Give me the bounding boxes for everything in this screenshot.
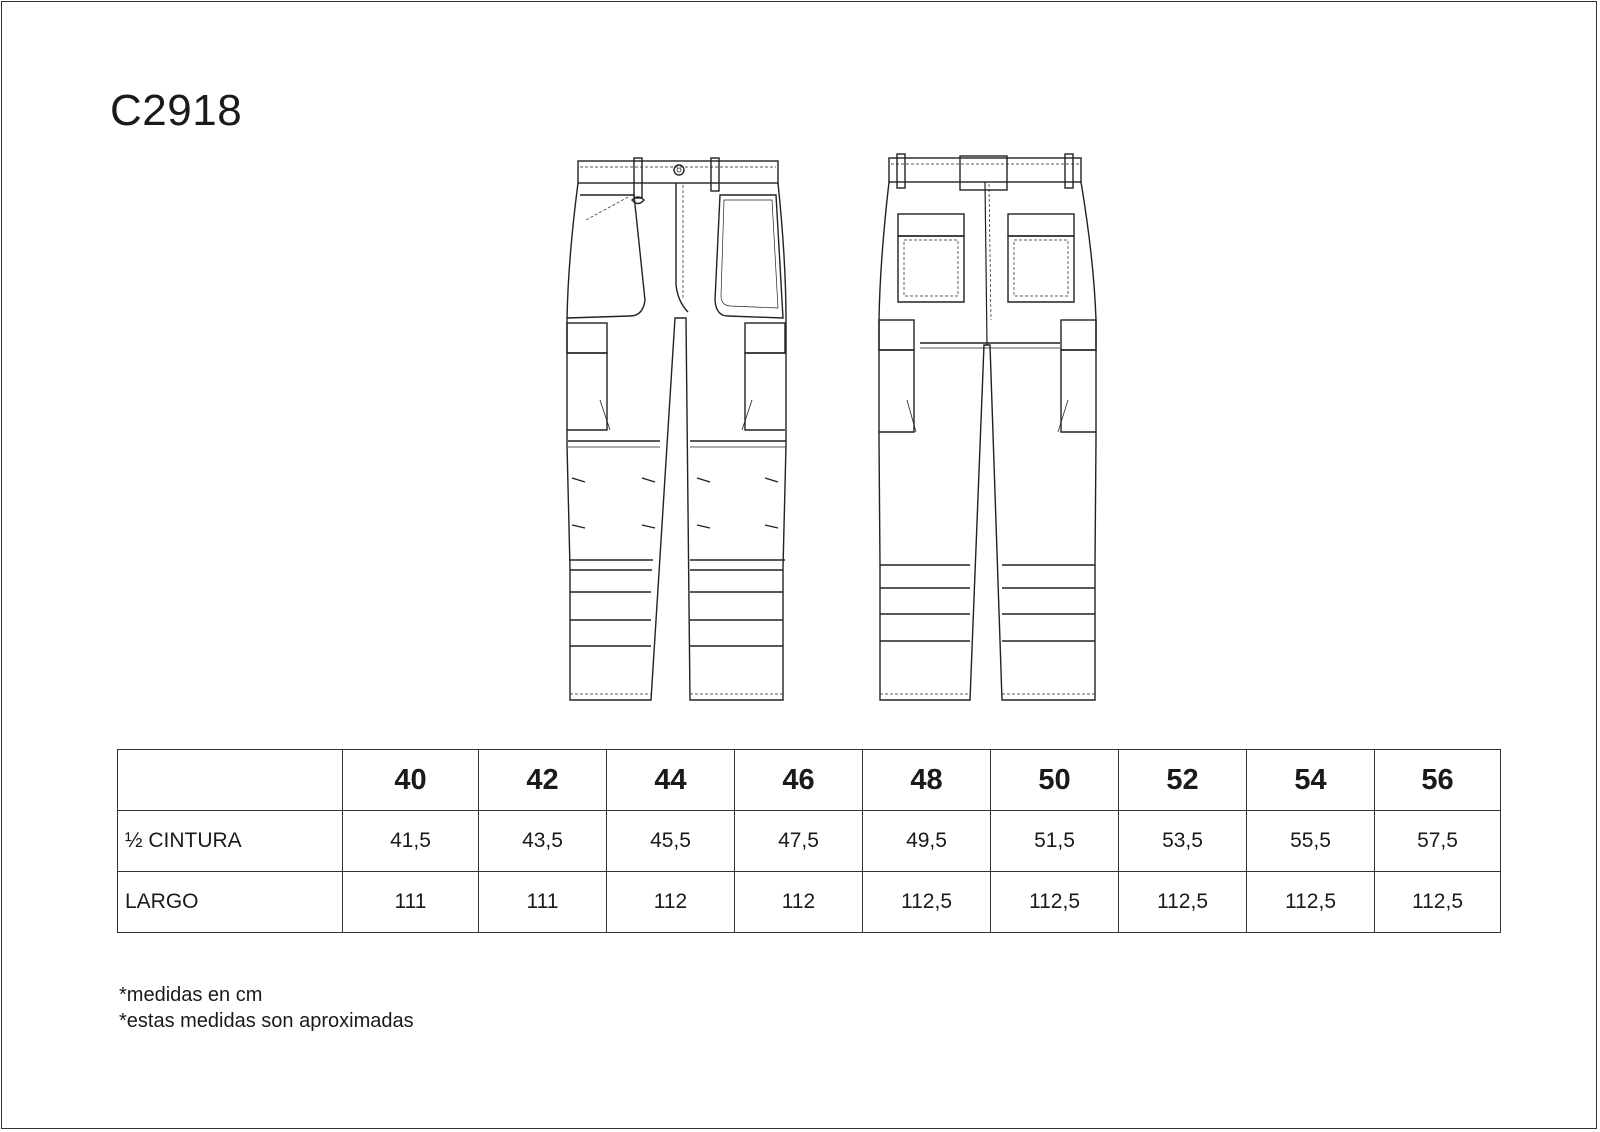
table-cell: 112: [607, 872, 735, 933]
table-cell: 43,5: [479, 811, 607, 872]
button-icon: [674, 165, 684, 175]
size-header-cell: 52: [1119, 750, 1247, 811]
size-chart-table: [117, 749, 1501, 933]
table-cell: 49,5: [863, 811, 991, 872]
table-cell: 51,5: [991, 811, 1119, 872]
header-blank-cell: [118, 750, 343, 811]
table-cell: 53,5: [1119, 811, 1247, 872]
back-view-trousers: [879, 154, 1096, 700]
table-cell: 112,5: [1119, 872, 1247, 933]
table-cell: 112,5: [991, 872, 1119, 933]
row-label: ½ CINTURA: [118, 811, 343, 872]
table-cell: 47,5: [735, 811, 863, 872]
table-row-half-waist: [118, 811, 1501, 872]
size-header-cell: 50: [991, 750, 1119, 811]
table-cell: 111: [479, 872, 607, 933]
table-cell: 45,5: [607, 811, 735, 872]
table-cell: 55,5: [1247, 811, 1375, 872]
size-header-cell: 54: [1247, 750, 1375, 811]
size-header-cell: 40: [343, 750, 479, 811]
table-cell: 112,5: [863, 872, 991, 933]
table-cell: 112,5: [1247, 872, 1375, 933]
front-view-trousers: [567, 158, 786, 700]
row-label: LARGO: [118, 872, 343, 933]
size-header-cell: 44: [607, 750, 735, 811]
size-header-cell: 46: [735, 750, 863, 811]
table-cell: 57,5: [1375, 811, 1501, 872]
measurement-notes: [119, 982, 414, 1034]
model-code: C2918: [110, 86, 243, 135]
note-units: *medidas en cm: [119, 984, 263, 1006]
table-row-length: [118, 872, 1501, 933]
size-header-cell: 56: [1375, 750, 1501, 811]
table-cell: 112,5: [1375, 872, 1501, 933]
note-approximate: *estas medidas son aproximadas: [119, 1010, 414, 1032]
table-cell: 111: [343, 872, 479, 933]
size-header-cell: 48: [863, 750, 991, 811]
table-cell: 41,5: [343, 811, 479, 872]
table-cell: 112: [735, 872, 863, 933]
size-header-row: [118, 750, 1501, 811]
size-header-cell: 42: [479, 750, 607, 811]
